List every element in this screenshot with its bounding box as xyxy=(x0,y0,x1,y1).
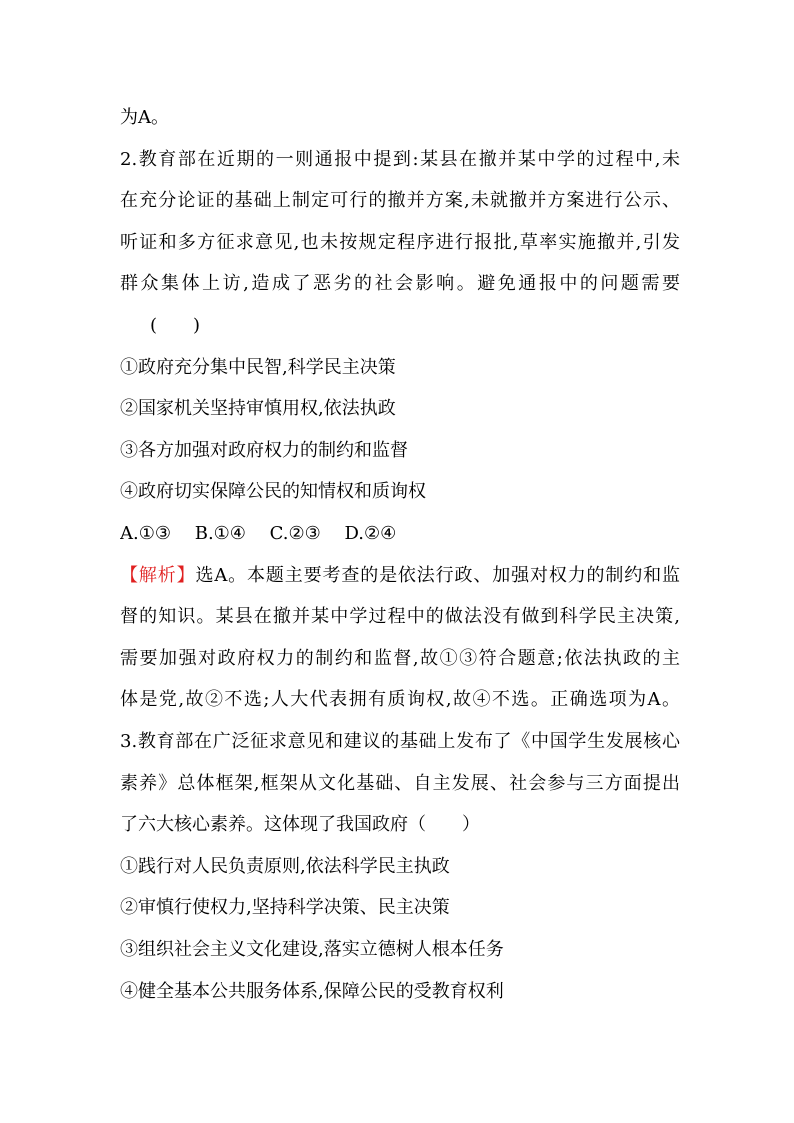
question-3-stem-line-2: 素养》总体框架,框架从文化基础、自主发展、社会参与三方面提出 xyxy=(120,773,680,794)
question-2-analysis-line-4: 体是党,故②不选;人大代表拥有质询权,故④不选。正确选项为A。 xyxy=(120,689,680,710)
question-2-statement-4: ④政府切实保障公民的知情权和质询权 xyxy=(120,481,426,502)
question-2-stem-line-2: 在充分论证的基础上制定可行的撤并方案,未就撤并方案进行公示、 xyxy=(120,190,680,211)
question-2-statement-1: ①政府充分集中民智,科学民主决策 xyxy=(120,357,396,378)
question-3-statement-3: ③组织社会主义文化建设,落实立德树人根本任务 xyxy=(120,939,504,960)
question-2-choices: A.①③ B.①④ C.②③ D.②④ xyxy=(120,523,397,544)
question-2-answer-bracket: ( ) xyxy=(150,315,201,336)
question-2-statement-2: ②国家机关坚持审慎用权,依法执政 xyxy=(120,398,396,419)
question-2-analysis-line-2: 督的知识。某县在撤并某中学过程中的做法没有做到科学民主决策, xyxy=(120,606,680,627)
question-3-statement-4: ④健全基本公共服务体系,保障公民的受教育权利 xyxy=(120,981,504,1002)
question-2-analysis-line-3: 需要加强对政府权力的制约和监督,故①③符合题意;依法执政的主 xyxy=(120,648,680,669)
question-2-analysis-line-1 xyxy=(120,564,680,588)
question-3-statement-1: ①践行对人民负责原则,依法科学民主执政 xyxy=(120,856,450,877)
text-line-prev-answer-end: 为A。 xyxy=(120,107,169,128)
question-3-stem-line-3: 了六大核心素养。这体现了我国政府（ ） xyxy=(120,814,480,835)
analysis-text: 选A。本题主要考查的是依法行政、加强对权力的制约和监 xyxy=(195,565,680,586)
question-2-stem-line-1: 2.教育部在近期的一则通报中提到:某县在撤并某中学的过程中,未 xyxy=(120,149,680,170)
question-3-statement-2: ②审慎行使权力,坚持科学决策、民主决策 xyxy=(120,897,450,918)
question-2-stem-line-4: 群众集体上访,造成了恶劣的社会影响。避免通报中的问题需要 xyxy=(120,273,680,294)
question-2-stem-line-3: 听证和多方征求意见,也未按规定程序进行报批,草率实施撤并,引发 xyxy=(120,232,680,253)
analysis-tag: 【解析】 xyxy=(120,565,196,586)
question-2-statement-3: ③各方加强对政府权力的制约和监督 xyxy=(120,440,408,461)
question-3-stem-line-1: 3.教育部在广泛征求意见和建议的基础上发布了《中国学生发展核心 xyxy=(120,731,680,752)
